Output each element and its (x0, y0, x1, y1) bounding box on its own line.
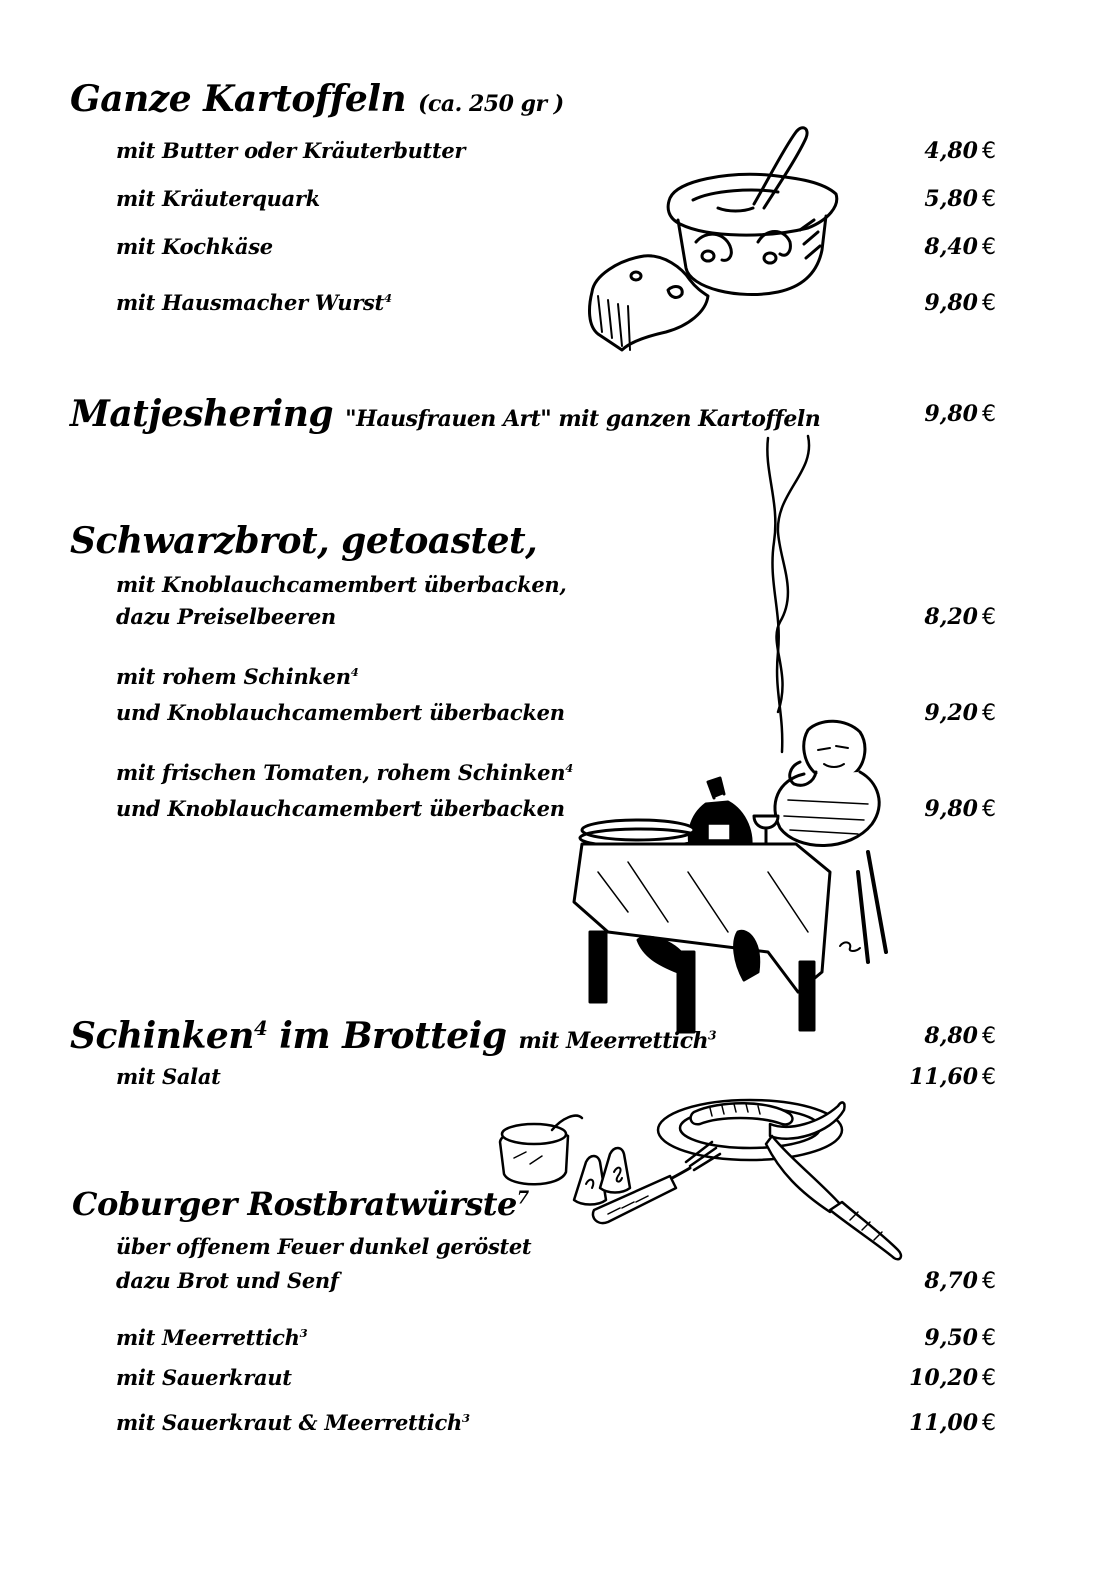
menu-item-line1 (116, 664, 358, 689)
menu-item-line2: dazu Preiselbeeren (116, 604, 336, 629)
menu-item-label (116, 1325, 307, 1350)
menu-item-price (909, 1064, 996, 1090)
price-value: 9,20 (924, 700, 978, 726)
currency-symbol: € (982, 1366, 996, 1391)
menu-item-price (924, 290, 996, 316)
price-value: 10,20 (909, 1365, 978, 1391)
currency-symbol: € (982, 1065, 996, 1090)
title-description (519, 1028, 716, 1054)
currency-symbol: € (982, 1269, 996, 1294)
price-value: 4,80 (924, 138, 978, 164)
menu-item-price (924, 401, 996, 427)
menu-item-price (924, 234, 996, 260)
footnote-marker: 3 (708, 1028, 717, 1043)
footnote-marker: 4 (350, 665, 359, 679)
price-value: 9,80 (924, 290, 978, 316)
footnote-marker: 3 (461, 1411, 470, 1425)
title-text: Coburger Rostbratwürste (72, 1185, 517, 1223)
price-value: 8,80 (924, 1023, 978, 1049)
menu-item-label: mit Sauerkraut (116, 1365, 292, 1390)
currency-symbol: € (982, 139, 996, 164)
price-value: 11,60 (909, 1064, 978, 1090)
menu-item-label: mit Salat (116, 1064, 221, 1089)
currency-symbol: € (982, 1326, 996, 1351)
footnote-marker: 4 (565, 761, 573, 775)
price-value: 8,40 (924, 234, 978, 260)
man-smoking-at-table-illustration (568, 432, 893, 1037)
price-value: 5,80 (924, 186, 978, 212)
price-value: 9,50 (924, 1325, 978, 1351)
menu-item-label: mit Kochkäse (116, 234, 273, 259)
menu-item-price (909, 1365, 996, 1391)
menu-item-line2: und Knoblauchcamembert überbacken (116, 796, 565, 821)
menu-item-price (924, 604, 996, 630)
menu-item-label (116, 1410, 470, 1435)
menu-item-label (116, 290, 392, 315)
section-title-coburger (72, 1185, 529, 1223)
item-text: mit Sauerkraut & Meerrettich (116, 1410, 462, 1435)
item-text: mit rohem Schinken (116, 664, 351, 689)
currency-symbol: € (982, 1024, 996, 1049)
menu-item-label: mit Kräuterquark (116, 186, 320, 211)
menu-item-price (924, 1023, 996, 1049)
currency-symbol: € (982, 605, 996, 630)
currency-symbol: € (982, 402, 996, 427)
menu-item-price (924, 138, 996, 164)
price-value: 8,70 (924, 1268, 978, 1294)
price-value: 8,20 (924, 604, 978, 630)
title-text: Matjeshering (70, 393, 334, 435)
price-value: 9,80 (924, 796, 978, 822)
menu-item-line2: und Knoblauchcamembert überbacken (116, 700, 565, 725)
title-weight-note: (ca. 250 gr ) (418, 91, 564, 117)
menu-item-desc-line1: über offenem Feuer dunkel geröstet (116, 1234, 532, 1259)
item-text: mit Meerrettich (116, 1325, 300, 1350)
menu-item-price (924, 1268, 996, 1294)
currency-symbol: € (982, 701, 996, 726)
section-title-schinken (70, 1015, 716, 1057)
currency-symbol: € (982, 235, 996, 260)
currency-symbol: € (982, 291, 996, 316)
menu-item-price (924, 700, 996, 726)
title-text: Ganze Kartoffeln (70, 78, 407, 120)
title-description: "Hausfrauen Art" mit ganzen Kartoffeln (345, 406, 821, 432)
menu-item-desc-line2: dazu Brot und Senf (116, 1268, 339, 1293)
footnote-marker: 4 (383, 291, 392, 305)
menu-item-line1 (116, 760, 573, 785)
title-text: im Brotteig (279, 1015, 507, 1057)
title-text: Schinken (70, 1015, 254, 1057)
crock-pot-and-bread-illustration (578, 120, 848, 360)
subtitle-text: mit Meerrettich (518, 1028, 709, 1054)
menu-item-price (924, 1325, 996, 1351)
menu-item-price (909, 1410, 996, 1436)
menu-item-price (924, 186, 996, 212)
section-title-kartoffeln (70, 78, 564, 120)
menu-item-label: mit Butter oder Kräuterbutter (116, 138, 466, 163)
section-title-matjes (70, 393, 820, 435)
sausage-plate-cutlery-illustration (490, 1092, 910, 1267)
item-text: mit Hausmacher Wurst (116, 290, 384, 315)
menu-item-price (924, 796, 996, 822)
currency-symbol: € (982, 797, 996, 822)
menu-item-line1: mit Knoblauchcamembert überbacken, (116, 572, 567, 597)
currency-symbol: € (982, 187, 996, 212)
currency-symbol: € (982, 1411, 996, 1436)
footnote-marker: 4 (253, 1016, 268, 1040)
section-title-schwarzbrot: Schwarzbrot, getoastet, (70, 520, 538, 562)
price-value: 11,00 (909, 1410, 978, 1436)
footnote-marker: 3 (299, 1326, 308, 1340)
price-value: 9,80 (924, 401, 978, 427)
item-text: mit frischen Tomaten, rohem Schinken (116, 760, 566, 785)
footnote-marker: 7 (516, 1187, 529, 1209)
